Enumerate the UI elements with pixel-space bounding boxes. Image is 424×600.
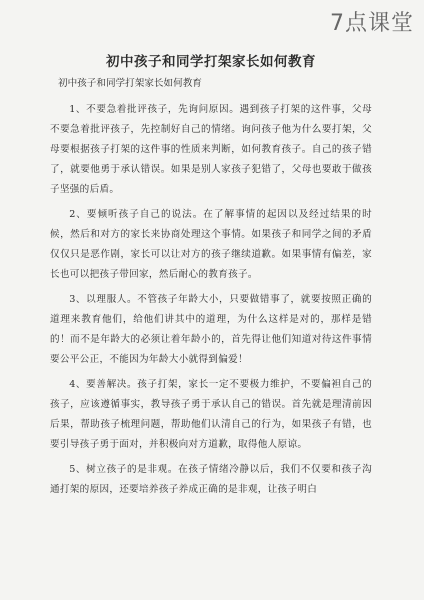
paragraph-1: 1、不要急着批评孩子，先询问原因。遇到孩子打架的这件事，父母不要急着批评孩子，先控制好自己的情绪。询问孩子他为什么要打架，父母要根据孩子打架的这件事的性质来判断，如何教育孩子。自己的孩子错了，就要他勇于承认错误。如果是别人家孩子犯错了，父母也要敢于做孩子坚强的后盾。 xyxy=(50,104,372,195)
watermark-text: 7点课堂 xyxy=(330,11,414,36)
paragraph-4: 4、要善解决。孩子打架，家长一定不要极力维护，不要偏袒自己的孩子，应该遵循事实，教导孩子勇于承认自己的错误。首先就是理清前因后果，帮助孩子梳理问题，帮助他们认清自己的行为，如果孩子有错，也要引导孩子勇于面对，并积极向对方道歉，取得他人原谅。 xyxy=(50,379,372,450)
paragraph-3: 3、以理服人。不管孩子年龄大小，只要做错事了，就要按照正确的道理来教育他们，给他们讲其中的道理，为什么这样是对的，那样是错的！而不是年龄大的必须让着年龄小的，首先得让他们知道对待这件事情要公平公正，不能因为年龄大小就得到偏爱！ xyxy=(50,294,372,365)
paragraph-5: 5、树立孩子的是非观。在孩子情绪冷静以后，我们不仅要和孩子沟通打架的原因，还要培养孩子养成正确的是非观，让孩子明白 xyxy=(50,464,372,495)
paragraph-2: 2、要倾听孩子自己的说法。在了解事情的起因以及经过结果的时候，然后和对方的家长来协商处理这个事情。如果孩子和同学之间的矛盾仅仅只是恶作剧，家长可以让对方的孩子继续道歉。如果事情有偏差，家长也可以把孩子带回家，然后耐心的教育孩子。 xyxy=(50,209,372,280)
document-title: 初中孩子和同学打架家长如何教育 xyxy=(106,54,316,70)
document-page xyxy=(50,50,372,505)
document-subtitle: 初中孩子和同学打架家长如何教育 xyxy=(58,78,202,89)
